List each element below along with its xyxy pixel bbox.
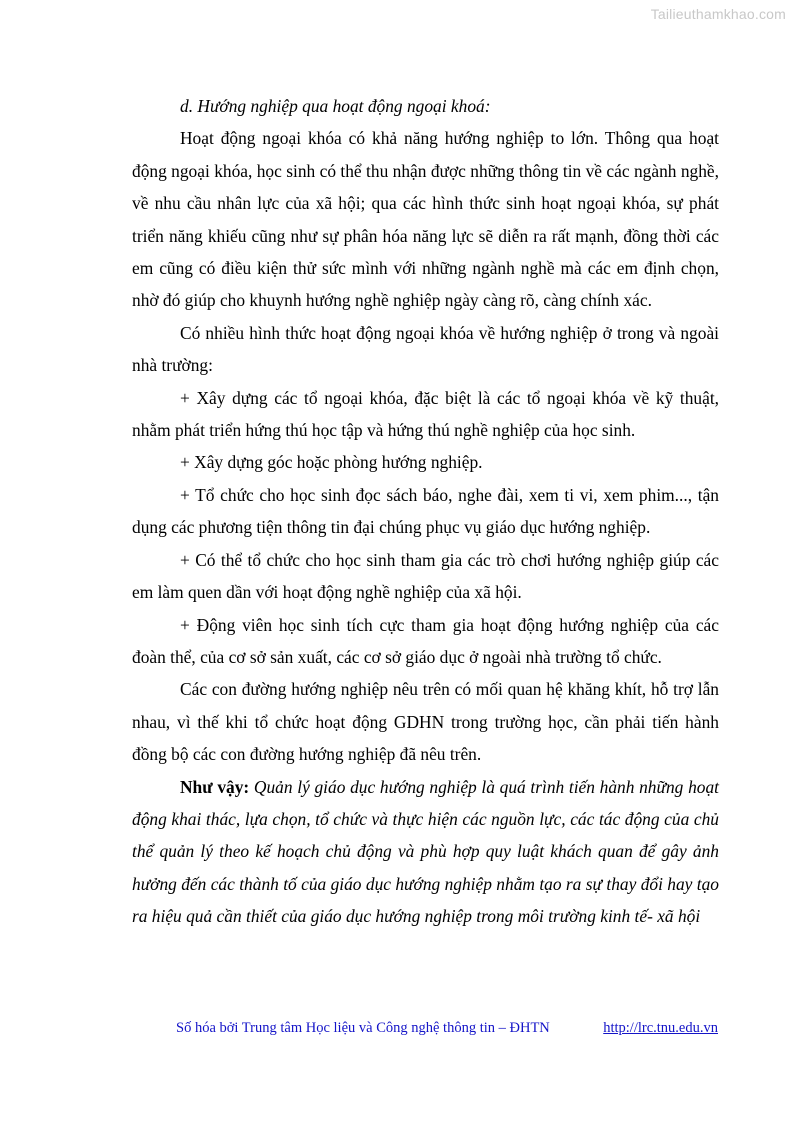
conclusion-label: Như vậy: bbox=[180, 776, 250, 797]
page-footer bbox=[176, 1020, 718, 1037]
list-item: + Xây dựng góc hoặc phòng hướng nghiệp. bbox=[180, 452, 483, 473]
watermark-text: Tailieuthamkhao.com bbox=[650, 6, 786, 22]
list-item: + Xây dựng các tổ ngoại khóa, đặc biệt là các tổ ngoại khóa về kỹ thuật, nhằm phát triển hứng thú học tập và hứng thú nghề nghiệp của học sinh. bbox=[132, 387, 719, 441]
footer-link[interactable]: http://lrc.tnu.edu.vn bbox=[603, 1020, 718, 1036]
document-body bbox=[132, 90, 719, 933]
list-item: + Động viên học sinh tích cực tham gia hoạt động hướng nghiệp của các đoàn thể, của cơ sở sản xuất, các cơ sở giáo dục ở ngoài nhà trường tổ chức. bbox=[132, 614, 719, 667]
conclusion-text: Quản lý giáo dục hướng nghiệp là quá trình tiến hành những hoạt động khai thác, lựa chọn, tổ chức và thực hiện các nguồn lực, các tác động của chủ thể quản lý theo kế hoạch chủ động và phù hợp quy luật khách quan để gây ảnh hưởng đến các thành tố của giáo dục hướng nghiệp nhằm tạo ra sự thay đổi hay tạo ra hiệu quả cần thiết của giáo dục hướng nghiệp trong môi trường kinh tế- xã hội bbox=[132, 776, 719, 927]
list-item: + Tổ chức cho học sinh đọc sách báo, nghe đài, xem ti vi, xem phim..., tận dụng các phương tiện thông tin đại chúng phục vụ giáo dục hướng nghiệp. bbox=[132, 484, 719, 538]
paragraph: Có nhiều hình thức hoạt động ngoại khóa về hướng nghiệp ở trong và ngoài nhà trường: bbox=[132, 322, 719, 376]
paragraph: Hoạt động ngoại khóa có khả năng hướng nghiệp to lớn. Thông qua hoạt động ngoại khóa, học sinh có thể thu nhận được những thông tin về các ngành nghề, về nhu cầu nhân lực của xã hội; qua các hình thức sinh hoạt ngoại khóa, sự phát triển năng khiếu cũng như sự phân hóa năng lực sẽ diễn ra rất mạnh, đồng thời các em cũng có điều kiện thử sức mình với những ngành nghề mà các em định chọn, nhờ đó giúp cho khuynh hướng nghề nghiệp ngày càng rõ, càng chính xác. bbox=[132, 128, 719, 311]
section-heading: d. Hướng nghiệp qua hoạt động ngoại khoá: bbox=[180, 96, 491, 116]
footer-credit: Số hóa bởi Trung tâm Học liệu và Công nghệ thông tin – ĐHTN bbox=[176, 1020, 550, 1036]
paragraph: Các con đường hướng nghiệp nêu trên có mối quan hệ khăng khít, hỗ trợ lẫn nhau, vì thế khi tổ chức hoạt động GDHN trong trường học, cần phải tiến hành đồng bộ các con đường hướng nghiệp đã nêu trên. bbox=[132, 679, 719, 765]
conclusion-paragraph bbox=[132, 771, 719, 933]
list-item: + Có thể tổ chức cho học sinh tham gia các trò chơi hướng nghiệp giúp các em làm quen dần với hoạt động nghề nghiệp của xã hội. bbox=[132, 549, 719, 603]
